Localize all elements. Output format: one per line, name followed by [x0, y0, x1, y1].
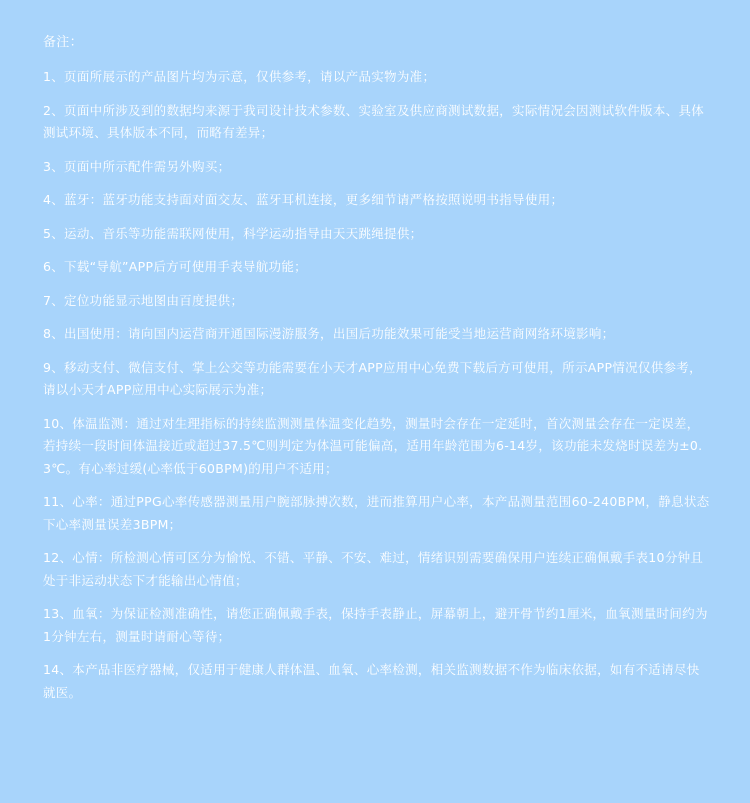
note-item-9: 9、移动支付、微信支付、掌上公交等功能需要在小天才APP应用中心免费下载后方可使用，所示APP情况仅供参考，请以小天才APP应用中心实际展示为准； — [43, 359, 702, 397]
note-item-4: 4、蓝牙：蓝牙功能支持面对面交友、蓝牙耳机连接，更多细节请严格按照说明书指导使用； — [43, 192, 564, 207]
note-item-2: 2、页面中所涉及到的数据均来源于我司设计技术参数、实验室及供应商测试数据，实际情况会因测试软件版本、具体测试环境、具体版本不同，而略有差异； — [43, 102, 705, 140]
note-item-1: 1、页面所展示的产品图片均为示意，仅供参考，请以产品实物为准； — [43, 69, 436, 84]
note-item-5: 5、运动、音乐等功能需联网使用，科学运动指导由天天跳绳提供； — [43, 225, 423, 241]
note-item-10: 10、体温监测：通过对生理指标的持续监测测量体温变化趋势，测量时会存在一定延时，首次测量会存在一定误差，若持续一段时间体温接近或超过37.5℃则判定为体温可能偏高，适用年龄范围为6-14岁，该功能未发烧时误差为±0.3℃。有心率过缓(心率低于60BPM)的用户不适用； — [43, 415, 703, 476]
note-item-8: 8、出国使用：请向国内运营商开通国际漫游服务，出国后功能效果可能受当地运营商网络环境影响； — [43, 326, 615, 341]
notes-title: 备注： — [43, 35, 83, 50]
note-item-6: 6、下载“导航”APP后方可使用手表导航功能； — [43, 259, 307, 274]
note-item-7: 7、定位功能显示地图由百度提供； — [43, 292, 244, 308]
notes-list — [43, 66, 710, 704]
note-item-11: 11、心率：通过PPG心率传感器测量用户腕部脉搏次数，进而推算用户心率，本产品测量范围60-240BPM，静息状态下心率测量误差3BPM； — [43, 494, 710, 532]
note-item-12: 12、心情：所检测心情可区分为愉悦、不错、平静、不安、难过，情绪识别需要确保用户连续正确佩戴手表10分钟且处于非运动状态下才能输出心情值； — [43, 550, 704, 588]
note-item-14: 14、本产品非医疗器械，仅适用于健康人群体温、血氧、心率检测，相关监测数据不作为临床依据，如有不适请尽快就医。 — [43, 662, 700, 700]
note-item-13: 13、血氧：为保证检测准确性，请您正确佩戴手表，保持手表静止，屏幕朝上，避开骨节约1厘米，血氧测量时间约为1分钟左右，测量时请耐心等待； — [43, 606, 708, 644]
note-item-3: 3、页面中所示配件需另外购买； — [43, 158, 231, 174]
